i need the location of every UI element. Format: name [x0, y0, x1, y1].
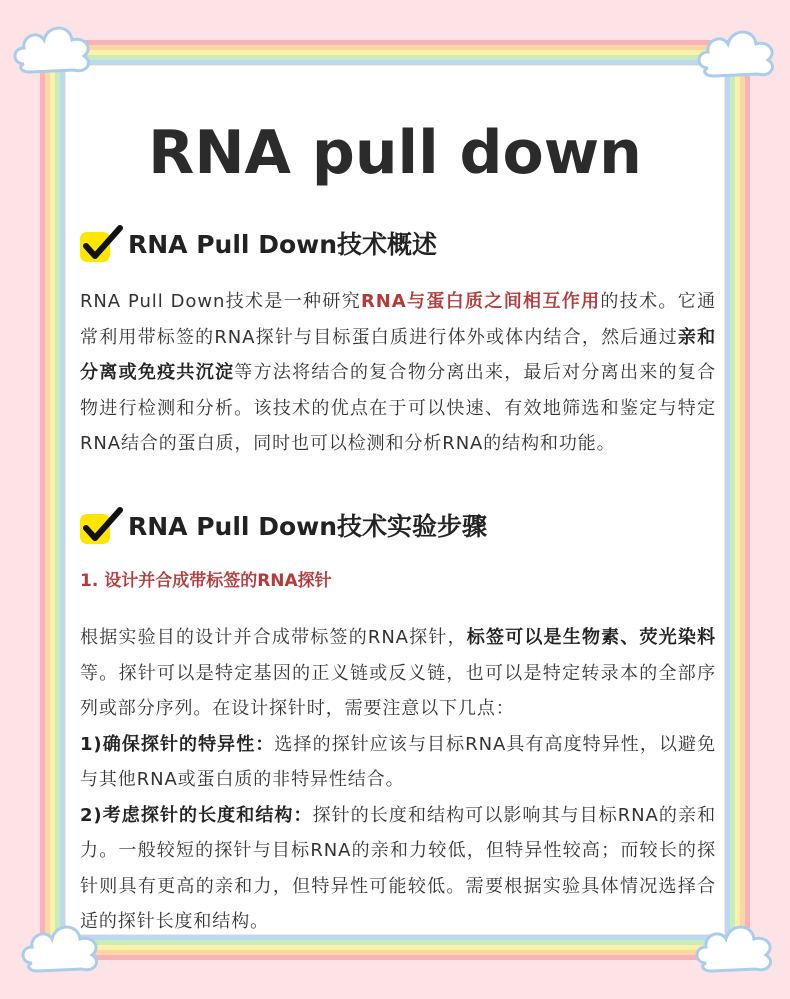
- check-icon: [80, 224, 118, 262]
- page-title: RNA pull down: [148, 118, 642, 188]
- probe-design-text: 根据实验目的设计并合成带标签的RNA探针，标签可以是生物素、荧光染料等。探针可以是特定基因的正义链或反义链，也可以是特定转录本的全部序列或部分序列。在设计探针时，需要注意以下几点：: [80, 627, 717, 719]
- section-heading-text: RNA Pull Down技术概述: [128, 230, 438, 259]
- section-heading-overview: [80, 220, 437, 266]
- point-specificity: 1)确保探针的特异性：选择的探针应该与目标RNA具有高度特异性，以避免与其他RNA或蛋白质的非特异性结合。: [80, 733, 716, 790]
- point-length-structure: 2)考虑探针的长度和结构：探针的长度和结构可以影响其与目标RNA的亲和力。一般较短的探针与目标RNA的亲和力较低，但特异性较高；而较长的探针则具有更高的亲和力，但特异性可能较低。需要根据实验具体情况选择合适的探针长度和结构。: [80, 804, 716, 932]
- cloud-icon: [694, 22, 780, 82]
- cloud-icon: [10, 18, 96, 78]
- check-icon: [80, 506, 118, 544]
- step-subheading: 1. 设计并合成带标签的RNA探针: [80, 571, 332, 591]
- section-heading-steps: [80, 502, 487, 548]
- overview-paragraph: RNA Pull Down技术是一种研究RNA与蛋白质之间相互作用的技术。它通常利用带标签的RNA探针与目标蛋白质进行体外或体内结合，然后通过亲和分离或免疫共沉淀等方法将结合的复合物分离出来，最后对分离出来的复合物进行检测和分析。该技术的优点在于可以快速、有效地筛选和鉴定与特定RNA结合的蛋白质，同时也可以检测和分析RNA的结构和功能。: [80, 291, 717, 454]
- section-heading-text: RNA Pull Down技术实验步骤: [128, 512, 488, 541]
- steps-paragraph: [80, 620, 716, 940]
